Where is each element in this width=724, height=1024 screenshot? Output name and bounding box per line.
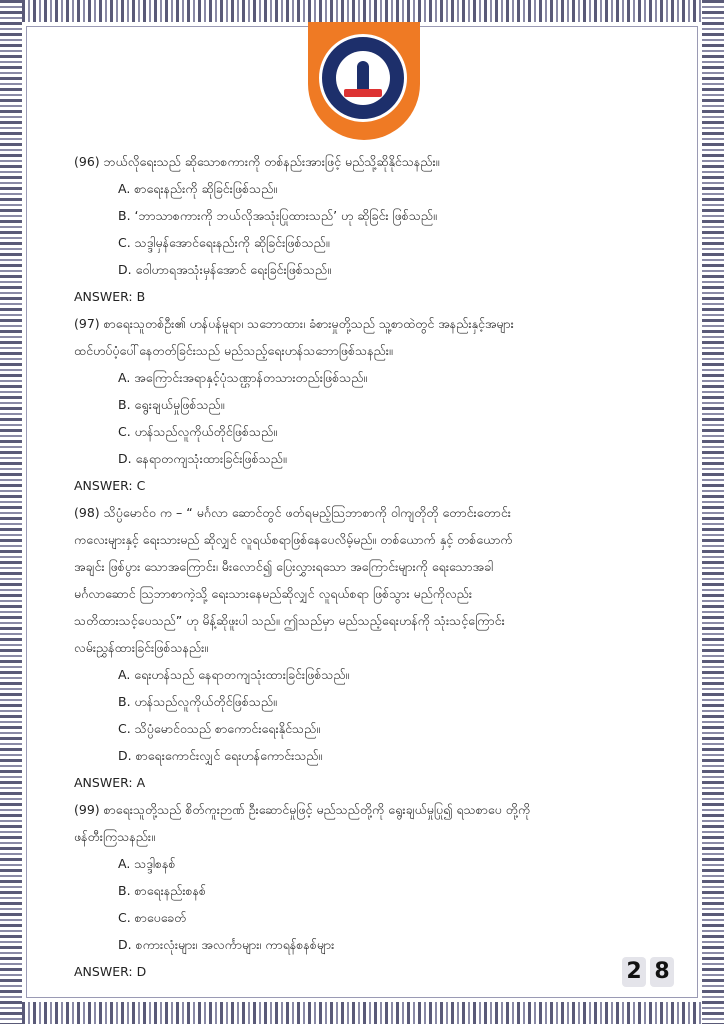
page-number	[622, 957, 674, 987]
question-text: (99) စာရေးသူတို့သည် စိတ်ကူးဉာဏ် ဦးဆောင်မှုဖြင့် မည်သည်တို့ကို ရွေးချယ်မှုပြု၍ ရသစာပေ တို့ကို	[74, 802, 531, 817]
decorative-border-left	[0, 0, 22, 1024]
answer-label: ANSWER: B	[74, 289, 146, 304]
question-96	[74, 148, 654, 310]
option-a: A. ရေးဟန်သည် နေရာတကျသုံးထားခြင်းဖြစ်သည်။	[118, 667, 350, 682]
logo-emblem	[319, 34, 407, 122]
answer-label: ANSWER: D	[74, 964, 147, 979]
option-b: B. ‘ဘာသာစကားကို ဘယ်လိုအသုံးပြုထားသည်’ ဟု ဆိုခြင်း ဖြစ်သည်။	[118, 208, 437, 223]
page-number-digit: 8	[650, 957, 674, 987]
question-98	[74, 499, 654, 796]
question-97	[74, 310, 654, 499]
option-d: D. နေရာတကျသုံးထားခြင်းဖြစ်သည်။	[118, 451, 287, 466]
option-d: D. ဝေါဟာရအသုံးမှန်အောင် ရေးခြင်းဖြစ်သည်။	[118, 262, 331, 277]
option-b: B. ဟန်သည်လူကိုယ်တိုင်ဖြစ်သည်။	[118, 694, 277, 709]
answer-label: ANSWER: C	[74, 478, 146, 493]
option-b: B. စာရေးနည်းစနစ်	[118, 883, 207, 898]
option-a: A. စာရေးနည်းကို ဆိုခြင်းဖြစ်သည်။	[118, 181, 278, 196]
question-list	[74, 148, 654, 985]
question-text: ဖန်တီးကြသနည်း။	[74, 829, 155, 844]
option-a: A. သဒ္ဒါစနစ်	[118, 856, 176, 871]
page-number-digit: 2	[622, 957, 646, 987]
question-text: (96) ဘယ်လိုရေးသည် ဆိုသောစကားကို တစ်နည်းအားဖြင့် မည်သို့ဆိုနိုင်သနည်း။	[74, 154, 440, 169]
decorative-border-bottom	[0, 1002, 724, 1024]
question-text: (98) သိပ္ပံမောင်ဝ က – “ မင်္ဂလာ ဆောင်တွင် ဖတ်ရမည့်ဩဘာစာကို ဝါကျတိုတို တောင်းတောင်း	[74, 505, 511, 520]
question-text: အချင်း ဖြစ်ပွား သောအကြောင်း၊ မီးလောင်၍ ပြေးလွှားရသော အကြောင်းများကို ရေးသောအခါ	[74, 559, 494, 574]
question-text: ကလေးများနှင့် ရေးသားမည် ဆိုလျှင် လူရယ်စရာဖြစ်နေပေလိမ့်မည်။ တစ်ယောက် နှင့် တစ်ယောက်	[74, 532, 513, 547]
question-text: ထင်ဟပ်ပံ့ပေါ်နေတတ်ခြင်းသည် မည်သည့်ရေးဟန်သဘောဖြစ်သနည်း။	[74, 343, 393, 358]
option-c: C. ဟန်သည်လူကိုယ်တိုင်ဖြစ်သည်။	[118, 424, 277, 439]
book-icon	[344, 89, 382, 97]
question-text: သတိထားသင့်ပေသည်” ဟု မိန့်ဆိုဖူးပါ သည်။ ဤသည်မှာ မည်သည့်ရေးဟန်ကို သုံးသင့်ကြောင်း	[74, 613, 505, 628]
question-text: (97) စာရေးသူတစ်ဦး၏ ဟန်ပန်မူရာ၊ သဘောထား၊ ခံစားမှုတို့သည် သူ့စာထဲတွင် အနည်းနှင့်အများ	[74, 316, 514, 331]
option-c: C. သဒ္ဒါမှန်အောင်ရေးနည်းကို ဆိုခြင်းဖြစ်သည်။	[118, 235, 330, 250]
option-d: D. စာရေးကောင်းလျှင် ရေးဟန်ကောင်းသည်။	[118, 748, 323, 763]
option-b: B. ရွေးချယ်မှုဖြစ်သည်။	[118, 397, 225, 412]
option-d: D. စကားလုံးများ၊ အလင်္ကာများ၊ ကာရန်စနစ်များ	[118, 937, 335, 952]
decorative-border-right	[702, 0, 724, 1024]
question-99	[74, 796, 654, 985]
answer-label: ANSWER: A	[74, 775, 146, 790]
decorative-border-top	[0, 0, 724, 22]
question-text: မင်္ဂလာဆောင် ဩဘာစာကဲ့သို့ ရေးသားနေမည်ဆိုလျှင် လူရယ်စရာ ဖြစ်သွား မည်ကိုလည်း	[74, 586, 473, 601]
option-a: A. အကြောင်းအရာနှင့်ပုံသဏ္ဌာန်တသားတည်းဖြစ်သည်။	[118, 370, 368, 385]
option-c: C. သိပ္ပံမောင်ဝသည် စာကောင်းရေးနိုင်သည်။	[118, 721, 320, 736]
question-text: လမ်းညွှန်ထားခြင်းဖြစ်သနည်း။	[74, 640, 209, 655]
logo-inner-circle	[336, 51, 390, 105]
option-c: C. စာပေခေတ်	[118, 910, 187, 925]
tree-icon	[357, 61, 369, 91]
